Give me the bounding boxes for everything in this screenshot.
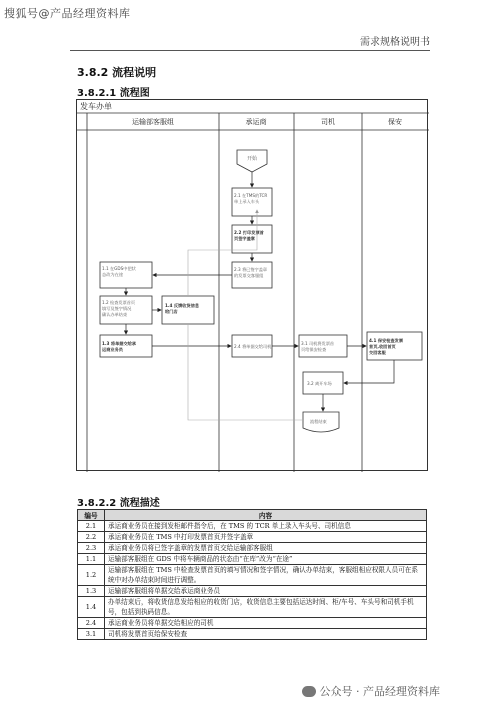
bottom-watermark-text: 公众号 · 产品经理资料库 [319,685,440,698]
node-1-3 [100,335,152,357]
flowchart-title: 发车办单 [80,102,112,111]
process-description-table [77,509,427,640]
svg-text:4.1 保安检查发票: 4.1 保安检查发票 [369,338,404,343]
table-row: 1.2 运输部客服组在 TMS 中检查发票首页的填写情况和签字情况，确认办单结束，客服组相应权限人员可在系统中对办单结束时间进行调整。 [78,565,427,586]
svg-text:2.4 将单据交给司机: 2.4 将单据交给司机 [234,344,272,349]
table-row: 2.2 承运商业务员在 TMS 中打印发票首页并签字盖章 [78,532,427,543]
svg-text:填写及签字情况: 填写及签字情况 [102,306,132,311]
lane-label-guard: 保安 [388,118,402,126]
svg-text:态改为在途: 态改为在途 [102,272,123,277]
svg-text:交回客服: 交回客服 [369,350,386,355]
description-heading: 3.8.2.2 流程描述 [77,498,160,509]
lane-label-service: 运输部客服组 [132,118,174,126]
node-3-1 [299,335,347,357]
table-row: 2.1 承运商业务员在接到发柜邮件指令后，在 TMS 的 TCR 单上录入车头号、司机信息 [78,521,427,532]
header-divider [70,50,430,51]
table-row: 2.3 承运商业务员将已签字盖章的发票首页交给运输部客服组 [78,543,427,554]
lane-label-driver: 司机 [321,118,335,126]
svg-text:3.1 司机将发票首: 3.1 司机将发票首 [301,341,335,346]
table-row: 2.4 承运商业务员将单据交给相应的司机 [78,618,427,629]
table-row: 1.3 运输部客服组将单据交给承运商业务员 [78,586,427,597]
svg-text:1.4 反馈收货信息: 1.4 反馈收货信息 [165,303,200,308]
svg-text:1.1 在GDS中把状: 1.1 在GDS中把状 [102,266,136,271]
document-title: 需求规格说明书 [360,37,430,48]
flowchart-canvas [77,100,429,472]
wechat-icon [302,686,316,697]
svg-text:运商业务员: 运商业务员 [102,347,123,352]
table-row: 1.1 运输部客服组在 GDS 中将车辆商品的状态由“在库”改为“在途” [78,554,427,565]
svg-text:2.2 打印发票首: 2.2 打印发票首 [234,230,264,235]
svg-text:流程结束: 流程结束 [310,419,327,424]
node-2-1-label: 2.1 在TMS的TCR [234,193,268,198]
svg-text:1.3 将单据交给承: 1.3 将单据交给承 [102,341,137,346]
header-content: 内容 [105,510,427,521]
svg-text:页给保安检查: 页给保安检查 [301,347,327,352]
lane-label-carrier: 承运商 [245,118,267,126]
svg-text:2.3 将已签字盖章: 2.3 将已签字盖章 [234,267,268,272]
svg-text:给门店: 给门店 [165,309,178,314]
svg-text:页签字盖章: 页签字盖章 [234,236,255,241]
svg-text:确认办单结束: 确认办单结束 [102,312,128,317]
header-number: 编号 [78,510,105,521]
bottom-watermark [302,683,441,699]
svg-text:的发票交客服组: 的发票交客服组 [234,273,264,278]
start-label: 开始 [246,156,258,162]
svg-text:1.2 检查发票首页: 1.2 检查发票首页 [102,300,136,305]
flowchart-heading: 3.8.2.1 流程图 [77,88,150,99]
table-row: 3.1 司机将发票首页给保安检查 [78,629,427,640]
svg-text:单上录入车头: 单上录入车头 [234,199,260,204]
section-heading: 3.8.2 流程说明 [77,66,157,79]
table-row: 1.4 办单结束后，将收货信息发给相应的收货门店，收货信息主要包括运达时间、柜/车号、车头号和司机手机号，包括到执码信息。 [78,597,427,618]
svg-text:3.2 离开车场: 3.2 离开车场 [307,381,332,386]
top-watermark: 搜狐号@产品经理资料库 [4,7,131,20]
flowchart [76,99,428,471]
svg-text:首页,收回首页: 首页,收回首页 [369,344,396,349]
